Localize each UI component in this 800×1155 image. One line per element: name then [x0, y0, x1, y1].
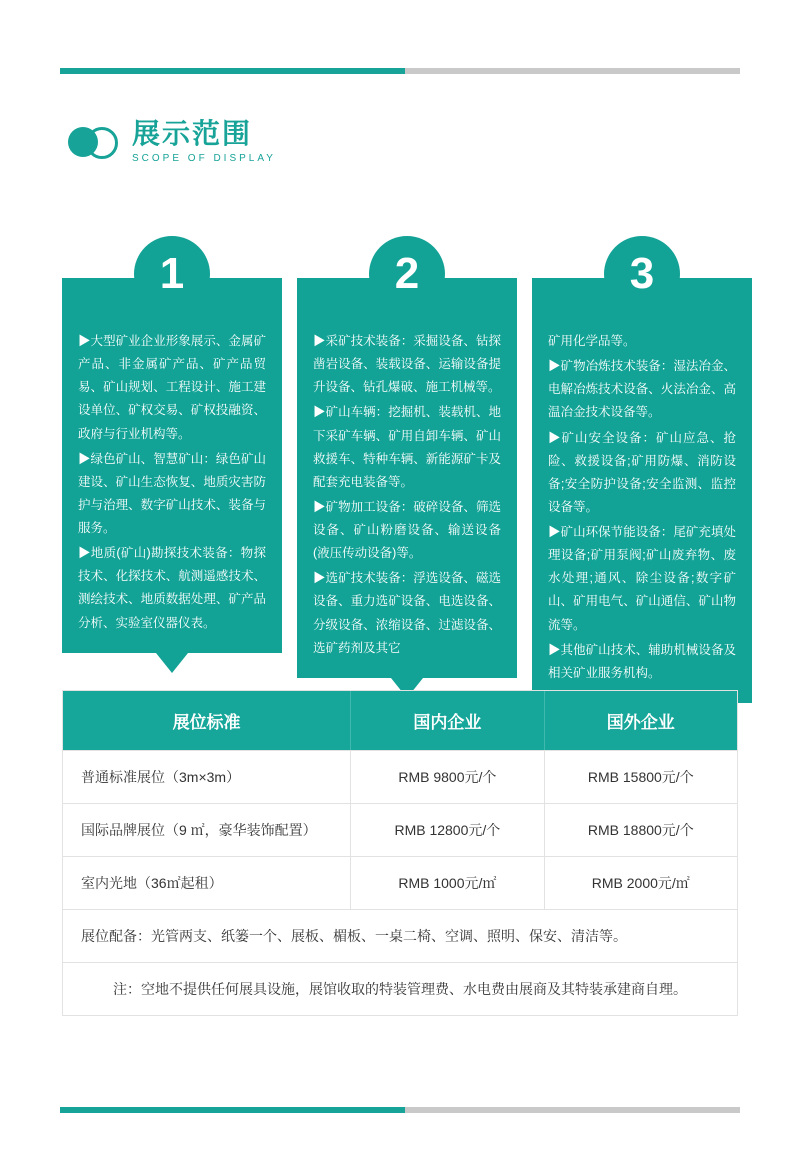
scope-card-2 — [297, 248, 517, 723]
table-footnote-row — [63, 963, 737, 1015]
card-paragraph: ▶其他矿山技术、辅助机械设备及相关矿业服务机构。 — [548, 642, 736, 680]
card-paragraph: ▶大型矿业企业形象展示、金属矿产品、非金属矿产品、矿产品贸易、矿山规划、工程设计、施工建设单位、矿权交易、矿权投融资、政府与行业机构等。 — [78, 334, 266, 441]
booth-footnote: 注：空地不提供任何展具设施，展馆收取的特装管理费、水电费由展商及其特装承建商自理。 — [113, 981, 687, 997]
cell-domestic: RMB 9800元/个 — [350, 751, 543, 803]
cell-standard: 国际品牌展位（9 ㎡，豪华装饰配置） — [81, 822, 317, 838]
cell-overseas: RMB 18800元/个 — [544, 804, 737, 856]
cell-overseas: RMB 15800元/个 — [544, 751, 737, 803]
divider-gray-segment — [405, 1107, 740, 1113]
table-row — [63, 751, 737, 804]
logo-circles-icon — [68, 125, 120, 159]
scope-card-1 — [62, 248, 282, 723]
card-paragraph: ▶选矿技术装备：浮选设备、磁选设备、重力选矿设备、电选设备、分级设备、浓缩设备、过滤设备、选矿药剂及其它 — [313, 571, 501, 655]
table-header-row — [63, 691, 737, 751]
card-paragraph: 矿用化学品等。 — [548, 334, 636, 348]
table-row — [63, 857, 737, 910]
scope-card-3 — [532, 248, 752, 723]
card-paragraph: ▶矿山安全设备：矿山应急、抢险、救援设备;矿用防爆、消防设备;安全防护设备;安全监测、监控设备等。 — [548, 430, 736, 514]
table-header-standard: 展位标准 — [172, 713, 241, 732]
table-row — [63, 804, 737, 857]
divider-green-segment — [60, 1107, 405, 1113]
card-number-badge-1: 1 — [134, 236, 210, 312]
scope-card-body-3 — [532, 249, 752, 703]
table-header-domestic: 国内企业 — [350, 691, 543, 750]
card-number-badge-2: 2 — [369, 236, 445, 312]
card-paragraph: ▶绿色矿山、智慧矿山：绿色矿山建设、矿山生态恢复、地质灾害防护与治理、数字矿山技术、装备与服务。 — [78, 451, 266, 535]
cell-overseas: RMB 2000元/㎡ — [544, 857, 737, 909]
page-subtitle: SCOPE OF DISPLAY — [132, 153, 276, 164]
booth-equipment-note: 展位配备：光管两支、纸篓一个、展板、楣板、一桌二椅、空调、照明、保安、清洁等。 — [81, 928, 627, 944]
divider-gray-segment — [405, 68, 740, 74]
card-pointer-1 — [156, 653, 188, 673]
scope-card-body-2 — [297, 249, 517, 678]
card-paragraph: ▶矿山环保节能设备：尾矿充填处理设备;矿用泵阀;矿山废弃物、废水处理;通风、除尘设备;数字矿山、矿用电气、矿山通信、矿山物流等。 — [548, 525, 736, 632]
card-paragraph: ▶采矿技术装备：采掘设备、钻探凿岩设备、装载设备、运输设备提升设备、钻孔爆破、施工机械等。 — [313, 334, 501, 395]
table-equipment-row — [63, 910, 737, 963]
page-title: 展示范围 — [132, 118, 253, 149]
table-header-overseas: 国外企业 — [544, 691, 737, 750]
logo-ring-circle-icon — [86, 127, 118, 159]
top-divider — [60, 68, 740, 74]
card-paragraph: ▶矿物冶炼技术装备：湿法冶金、电解冶炼技术设备、火法冶金、高温冶金技术设备等。 — [548, 359, 736, 420]
divider-green-segment — [60, 68, 405, 74]
cell-standard: 普通标准展位（3m×3m） — [81, 769, 241, 785]
card-number-badge-3: 3 — [604, 236, 680, 312]
cell-standard: 室内光地（36㎡起租） — [81, 875, 223, 891]
section-header — [68, 120, 276, 164]
card-paragraph: ▶地质(矿山)勘探技术装备：物探技术、化探技术、航测遥感技术、测绘技术、地质数据处理、矿产品分析、实验室仪器仪表。 — [78, 546, 266, 630]
bottom-divider — [60, 1107, 740, 1113]
scope-cards — [62, 248, 752, 723]
scope-card-body-1 — [62, 249, 282, 653]
cell-domestic: RMB 1000元/㎡ — [350, 857, 543, 909]
card-paragraph: ▶矿山车辆：挖掘机、装载机、地下采矿车辆、矿用自卸车辆、矿山救援车、特种车辆、新能源矿卡及配套充电装备等。 — [313, 405, 501, 489]
booth-price-table — [62, 690, 738, 1016]
card-paragraph: ▶矿物加工设备：破碎设备、筛选设备、矿山粉磨设备、输送设备(液压传动设备)等。 — [313, 499, 501, 561]
cell-domestic: RMB 12800元/个 — [350, 804, 543, 856]
